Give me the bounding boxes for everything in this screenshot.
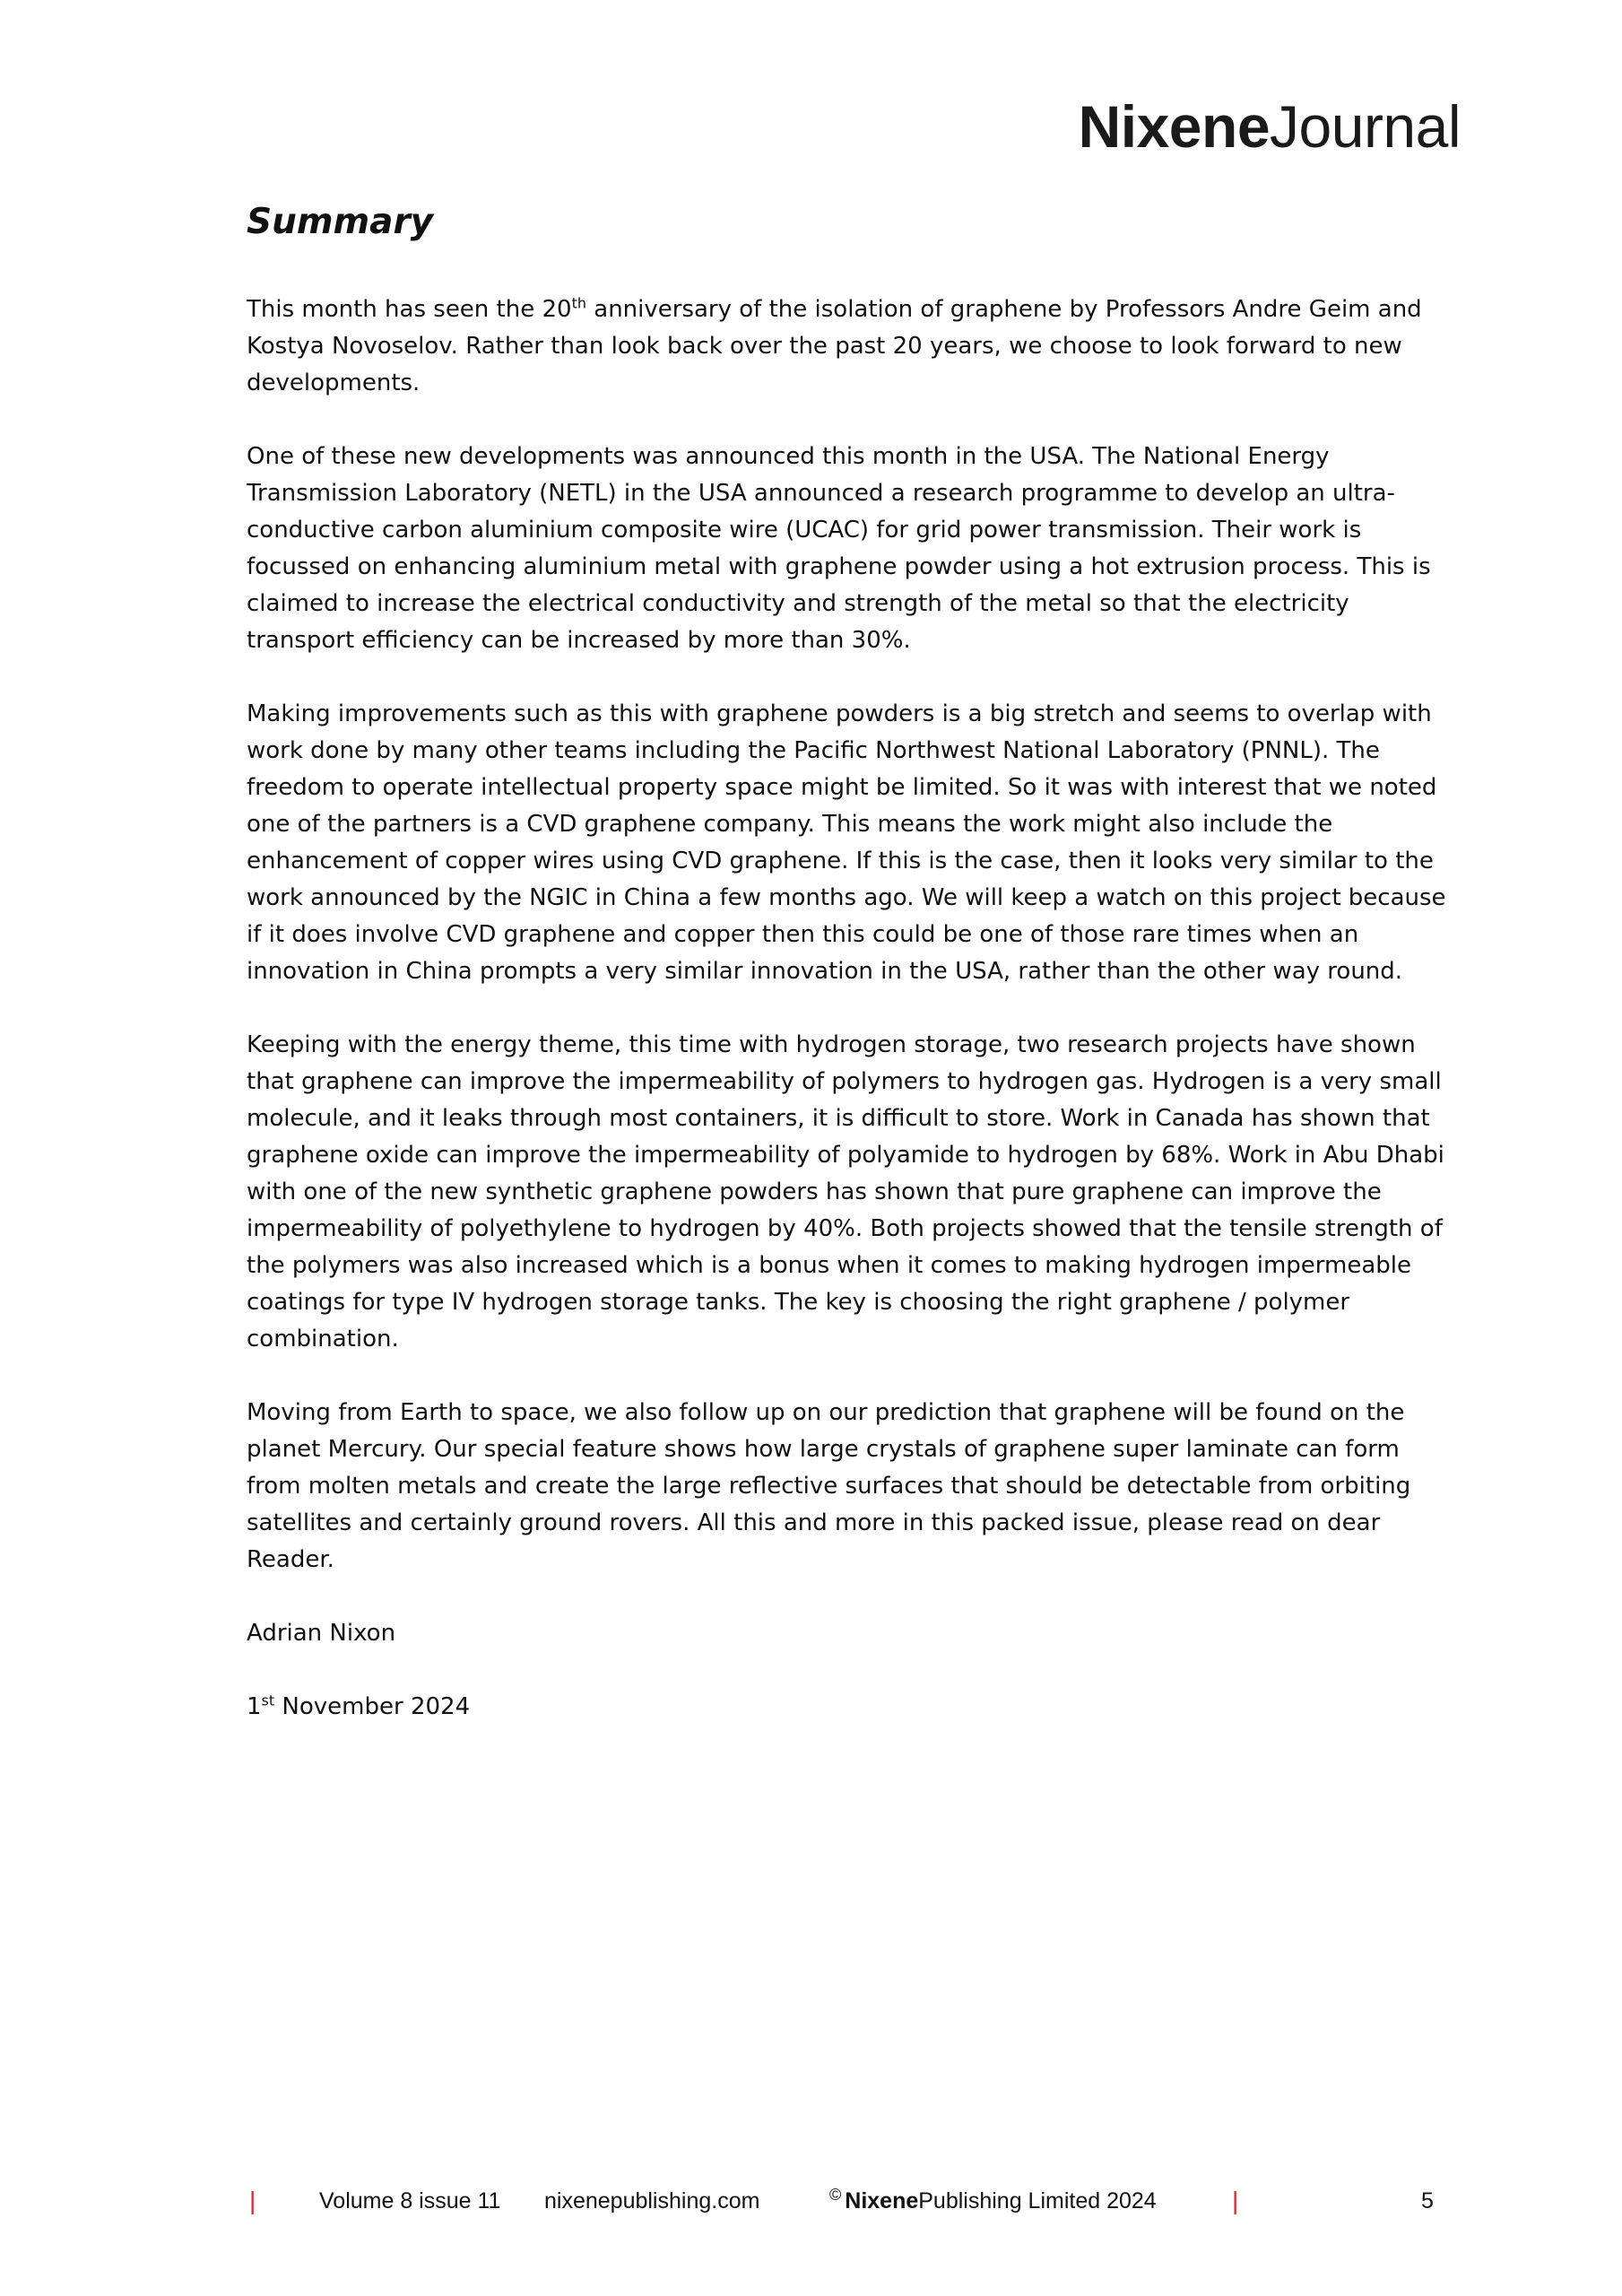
- copyright-icon: ©: [829, 2185, 842, 2204]
- paragraph-intro-rest: anniversary of the isolation of graphene by Professors Andre Geim and Kostya Novoselov. Rather than look back over the past 20 years, we choose to look forward to new developments.: [247, 296, 1422, 396]
- footer-publisher-rest: Publishing Limited 2024: [918, 2188, 1157, 2213]
- footer-separator-right: |: [1232, 2187, 1239, 2214]
- issue-date-day: 1: [247, 1693, 262, 1720]
- logo-brand-light: Journal: [1270, 93, 1461, 160]
- paragraph-intro: [247, 291, 1448, 402]
- journal-logo: [1078, 93, 1461, 160]
- paragraph-netl: One of these new developments was announced this month in the USA. The National Energy Transmission Laboratory (NETL) in the USA announced a research programme to develop an ultra-conductive carbon aluminium composite wire (UCAC) for grid power transmission. Their work is focussed on enhancing aluminium metal with graphene powder using a hot extrusion process. This is claimed to increase the electrical conductivity and strength of the metal so that the electricity transport efficiency can be increased by more than 30%.: [247, 443, 1431, 654]
- page-title: Summary: [247, 202, 434, 242]
- footer-publisher-bold: Nixene: [845, 2188, 919, 2213]
- issue-date: [247, 1689, 1448, 1726]
- paragraph-pnnl: Making improvements such as this with graphene powders is a big stretch and seems to overlap with work done by many other teams including the Pacific Northwest National Laboratory (PNNL). The freedom to operate intellectual property space might be limited. So it was with interest that we noted one of the partners is a CVD graphene company. This means the work might also include the enhancement of copper wires using CVD graphene. If this is the case, then it looks very similar to the work announced by the NGIC in China a few months ago. We will keep a watch on this project because if it does involve CVD graphene and copper then this could be one of those rare times when an innovation in China prompts a very similar innovation in the USA, rather than the other way round.: [247, 700, 1446, 985]
- date-ordinal-suffix: st: [261, 1692, 275, 1709]
- paragraph-hydrogen: Keeping with the energy theme, this time with hydrogen storage, two research projects have shown that graphene can improve the impermeability of polymers to hydrogen gas. Hydrogen is a very small molecule, and it leaks through most containers, it is difficult to store. Work in Canada has shown that graphene oxide can improve the impermeability of polyamide to hydrogen by 68%. Work in Abu Dhabi with one of the new synthetic graphene powders has shown that pure graphene can improve the impermeability of polyethylene to hydrogen by 40%. Both projects showed that the tensile strength of the polymers was also increased which is a bonus when it comes to making hydrogen impermeable coatings for type IV hydrogen storage tanks. The key is choosing the right graphene / polymer combination.: [247, 1031, 1444, 1352]
- footer-separator-left: |: [249, 2187, 256, 2214]
- page-number: 5: [1421, 2188, 1434, 2213]
- ordinal-suffix: th: [571, 294, 586, 312]
- logo-brand-bold: Nixene: [1078, 93, 1271, 160]
- page-footer: [0, 2185, 1622, 2224]
- author-signature: Adrian Nixon: [247, 1620, 396, 1647]
- footer-website: nixenepublishing.com: [544, 2188, 760, 2213]
- issue-date-rest: November 2024: [274, 1693, 471, 1720]
- paragraph-intro-lead: This month has seen the 20: [247, 296, 572, 323]
- paragraph-mercury: Moving from Earth to space, we also follow up on our prediction that graphene will be found on the planet Mercury. Our special feature shows how large crystals of graphene super laminate can form from molten metals and create the large reflective surfaces that should be detectable from orbiting satellites and certainly ground rovers. All this and more in this packed issue, please read on dear Reader.: [247, 1399, 1411, 1573]
- footer-volume: Volume 8 issue 11: [319, 2188, 501, 2213]
- article-body: [247, 291, 1448, 1762]
- footer-copyright: [829, 2185, 1157, 2214]
